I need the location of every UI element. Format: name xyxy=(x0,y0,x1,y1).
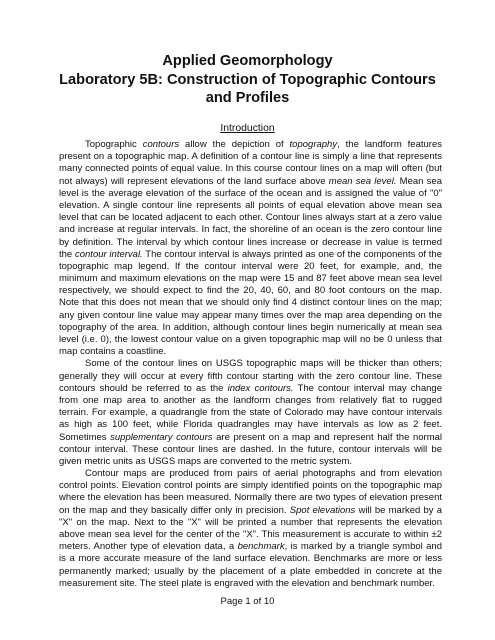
text-segment: The contour interval may change xyxy=(293,382,442,394)
text-segment: and increase at regular intervals. In fact, the shoreline of an ocean is the zero contour line xyxy=(59,224,442,236)
text-segment: Mean sea xyxy=(396,175,442,187)
text-line xyxy=(59,578,442,590)
text-line xyxy=(59,285,442,297)
text-segment: on the map and they basically differ only in precision. xyxy=(59,504,290,516)
text-segment: , is marked by a triangle symbol and xyxy=(284,541,442,553)
text-segment: from one map area to another as the landform changes from relatively flat to rugged xyxy=(59,394,442,406)
text-line xyxy=(59,139,442,151)
text-segment: elevation. A single contour line represents all points of equal elevation above mean sea xyxy=(59,199,442,211)
text-segment: present on a topographic map. A definition of a contour line is simply a line that represents xyxy=(59,151,442,163)
text-line xyxy=(59,188,442,200)
text-segment: terrain. For example, a quadrangle from the state of Colorado may have contour intervals xyxy=(59,407,442,419)
title-line-3: and Profiles xyxy=(205,90,290,106)
text-line xyxy=(59,517,442,529)
title-line-2: Laboratory 5B: Construction of Topographic Contours xyxy=(59,71,436,88)
text-segment: "X" on the map. Next to the "X" will be printed a number that represents the elevation xyxy=(59,516,442,528)
text-segment: topography of the area. In addition, although contour lines begin numerically at mean sea xyxy=(59,321,442,333)
text-line xyxy=(59,383,442,395)
text-segment: by definition. The interval by which contour lines increase or decrease in value is termed xyxy=(59,236,442,248)
text-line xyxy=(59,212,442,224)
text-segment: level (i.e. 0), the lowest contour value on a given topographic map will no be 0 unless that xyxy=(59,334,442,345)
text-line xyxy=(59,505,442,517)
text-segment: Note that this does not mean that we should only find 4 distinct contour lines on the map; xyxy=(59,297,442,309)
text-segment: level is the average elevation of the surface of the ocean and is assigned the value of "0" xyxy=(59,187,442,199)
text-line xyxy=(59,310,442,322)
text-segment: generally they will occur at every fifth contour starting with the zero contour line. These xyxy=(59,370,442,382)
text-segment: control points. Elevation control points are simply identified points on the topographic map xyxy=(59,480,442,492)
text-segment: is a more accurate measure of the land surface elevation. Benchmarks are more or less xyxy=(59,553,442,565)
italic-term: mean sea level. xyxy=(328,175,397,187)
text-line xyxy=(59,249,442,261)
document-title xyxy=(20,52,475,108)
text-segment: map contains a coastline. xyxy=(59,346,167,358)
text-segment: allow the depiction of xyxy=(179,139,290,150)
text-segment: as high as 100 feet, while Florida quadrangles may have intervals as low as 2 feet. xyxy=(59,419,442,431)
italic-term: contours xyxy=(142,139,180,150)
text-segment: many connected points of equal value. In this course contour lines on a map will often (but xyxy=(59,163,442,175)
text-segment: meters. Another type of elevation data, a xyxy=(59,541,238,553)
text-segment: contours should be referred to as the xyxy=(59,382,228,394)
text-segment: topographic map legend. If the contour interval were 20 feet, for example, and, the xyxy=(59,260,442,272)
text-line xyxy=(59,566,442,578)
text-line xyxy=(59,395,442,407)
paragraph xyxy=(59,139,442,358)
text-line xyxy=(59,407,442,419)
text-line xyxy=(59,468,442,480)
text-segment: any given contour line value may appear many times over the map area depending on the xyxy=(59,309,442,321)
text-segment: Some of the contour lines on USGS topographic maps will be thicker than others; xyxy=(85,358,442,370)
text-line xyxy=(59,553,442,565)
text-line xyxy=(59,541,442,553)
text-segment: the xyxy=(59,248,75,260)
italic-term: supplementary contours xyxy=(110,431,213,443)
italic-term: index contours. xyxy=(227,382,294,394)
text-line xyxy=(59,273,442,285)
text-segment: given metric units as USGS maps are converted to the metric system. xyxy=(59,455,353,467)
title-line-1: Applied Geomorphology xyxy=(162,53,333,69)
text-segment: above mean sea level for the center of the "X". This measurement is accurate to within ±2 xyxy=(59,529,442,540)
text-line xyxy=(59,419,442,431)
text-line xyxy=(59,432,442,444)
text-segment: permanently marked; usually by the placement of a plate embedded in concrete at the xyxy=(59,565,442,577)
text-line xyxy=(59,444,442,456)
text-segment: contour interval. These contour lines are dashed. In the future, contour intervals will be xyxy=(59,443,442,455)
text-line xyxy=(59,492,442,504)
text-line xyxy=(59,151,442,163)
text-segment: Contour maps are produced from pairs of aerial photographs and from elevation xyxy=(85,468,442,480)
text-line xyxy=(59,529,442,541)
text-line xyxy=(59,163,442,175)
page-footer: Page 1 of 10 xyxy=(220,596,275,607)
text-segment: not always) will represent elevations of the land surface above xyxy=(59,175,329,187)
text-segment: are present on a map and represent half the normal xyxy=(212,431,443,443)
text-line xyxy=(59,261,442,273)
text-line xyxy=(59,480,442,492)
text-line xyxy=(59,322,442,334)
text-segment: will be marked by a xyxy=(355,504,442,516)
text-segment: The contour interval is always printed as one of the components of the xyxy=(142,248,442,260)
text-segment: Topographic xyxy=(85,139,143,150)
body-text xyxy=(59,139,442,590)
paragraph xyxy=(59,358,442,468)
paragraph xyxy=(59,468,442,590)
text-segment: where the elevation has been measured. Normally there are two types of elevation present xyxy=(59,492,442,504)
section-heading: Introduction xyxy=(220,123,275,134)
text-line xyxy=(59,334,442,346)
text-line xyxy=(59,176,442,188)
text-line xyxy=(59,224,442,236)
text-line xyxy=(59,346,442,358)
text-segment: , the landform features xyxy=(337,139,442,150)
text-line xyxy=(59,200,442,212)
text-line xyxy=(59,371,442,383)
text-line xyxy=(59,358,442,370)
italic-term: Spot elevations xyxy=(289,504,356,516)
text-segment: minimum and maximum elevations on the map were 15 and 87 feet above mean sea level xyxy=(59,273,442,285)
text-line xyxy=(59,456,442,468)
italic-term: contour interval. xyxy=(74,248,143,260)
text-segment: Sometimes xyxy=(59,431,111,443)
text-segment: measurement site. The steel plate is engraved with the elevation and benchmark number. xyxy=(59,577,435,589)
text-segment: respectively, we should expect to find the 20, 40, 60, and 80 foot contours on the map. xyxy=(59,285,442,297)
italic-term: benchmark xyxy=(237,541,285,553)
italic-term: topography xyxy=(289,139,338,150)
text-segment: level that can be located adjacent to each other. Contour lines always start at a zero value xyxy=(59,212,442,224)
text-line xyxy=(59,297,442,309)
text-line xyxy=(59,237,442,249)
